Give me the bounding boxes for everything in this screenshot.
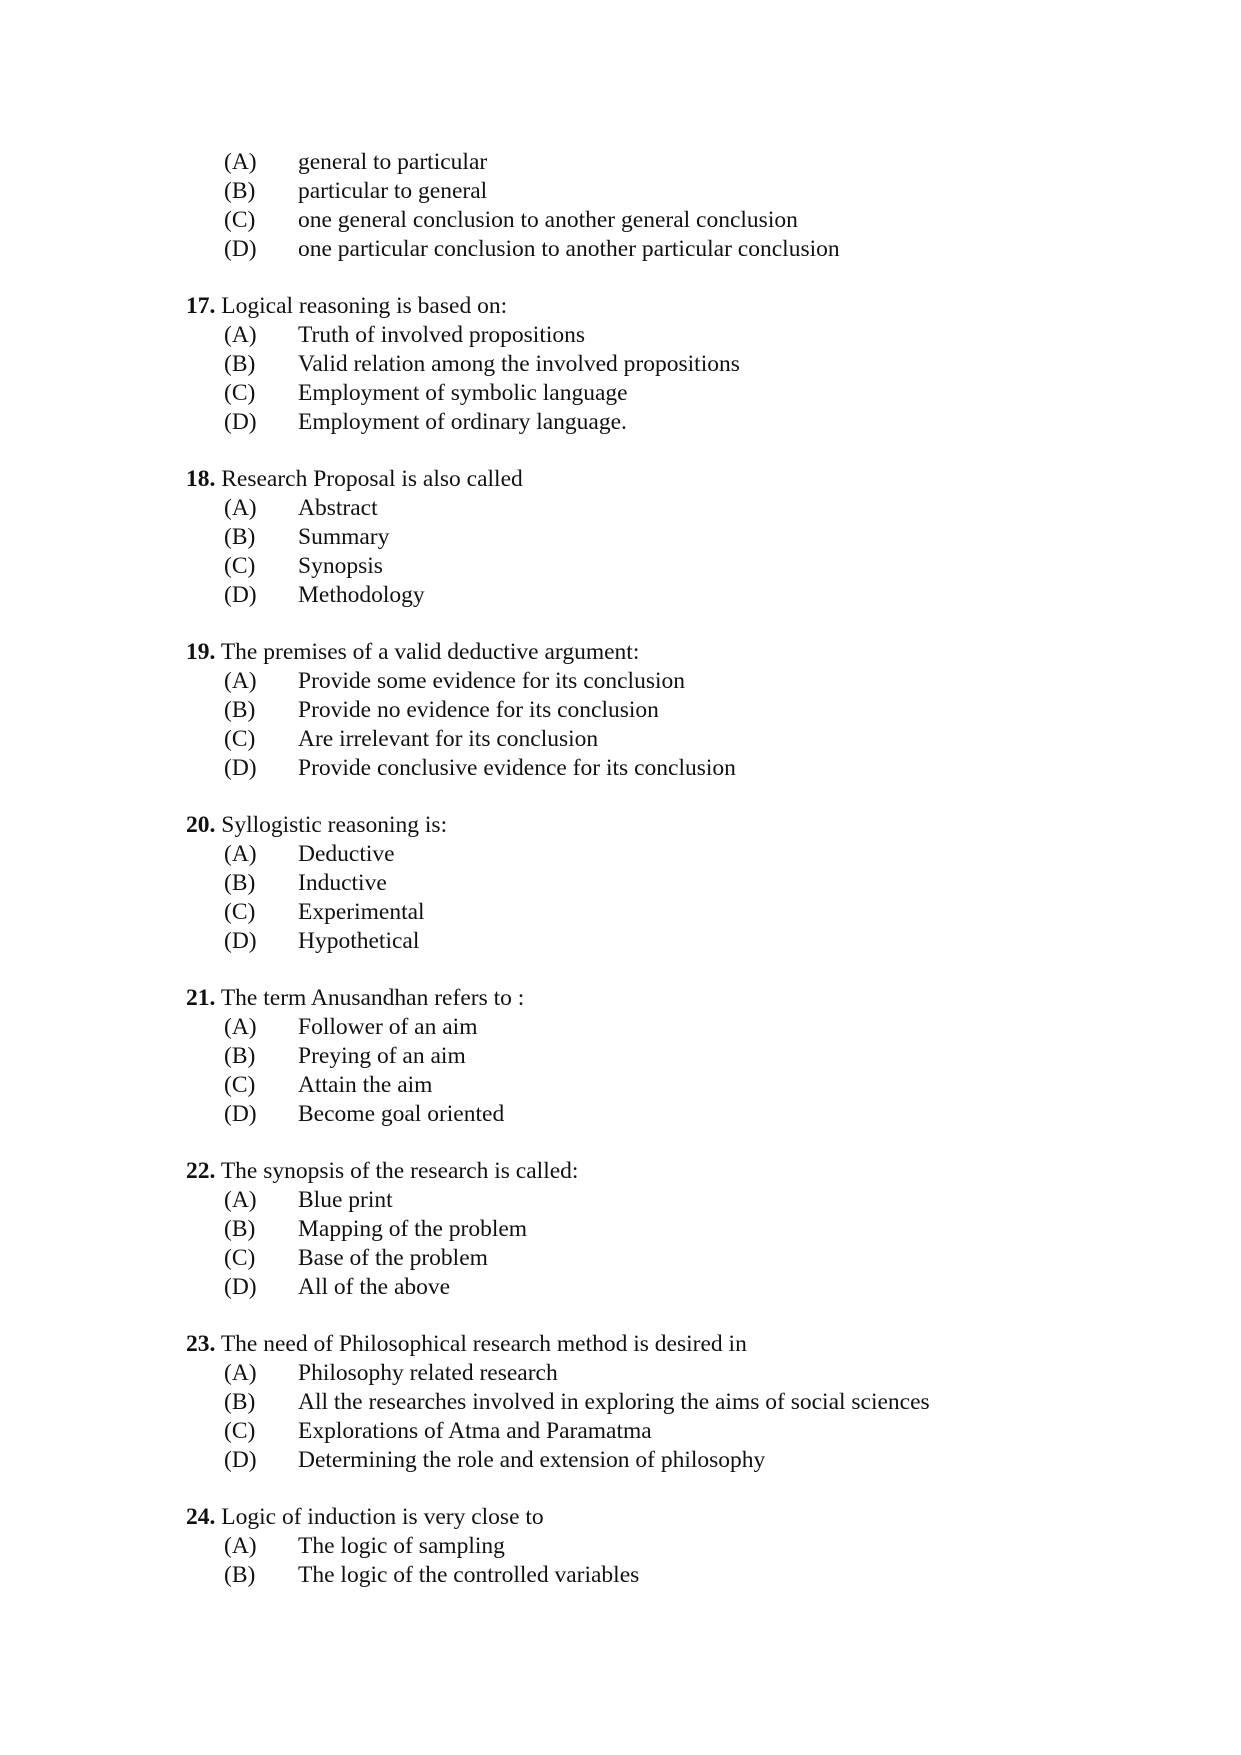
option-letter: (A) [224,1360,257,1386]
option-b [186,177,1186,206]
option-b [186,869,1186,898]
option-b [186,1388,1186,1417]
option-c [186,898,1186,927]
question-number: 24. [186,1504,216,1530]
option-text: Truth of involved propositions [298,322,586,348]
option-letter: (A) [224,1533,257,1559]
option-text: Employment of symbolic language [298,380,628,406]
option-letter: (C) [224,207,256,233]
option-text: Follower of an aim [298,1014,478,1040]
question-19 [186,638,1186,783]
option-c [186,379,1186,408]
option-text: general to particular [298,149,488,175]
option-text: All the researches involved in exploring the aims of social sciences [298,1389,930,1415]
option-c [186,206,1186,235]
option-text: The logic of the controlled variables [298,1562,640,1588]
option-text: Philosophy related research [298,1360,558,1386]
question-18 [186,465,1186,610]
option-letter: (A) [224,322,257,348]
option-letter: (D) [224,1447,257,1473]
option-letter: (C) [224,1245,256,1271]
option-text: one general conclusion to another general conclusion [298,207,798,233]
question-stem [186,1503,1186,1532]
option-text: Mapping of the problem [298,1216,528,1242]
option-a [186,1532,1186,1561]
option-d [186,581,1186,610]
option-b [186,1042,1186,1071]
option-text: All of the above [298,1274,451,1300]
question-number: 20. [186,812,216,838]
option-letter: (B) [224,351,256,377]
option-text: Deductive [298,841,395,867]
question-text: Research Proposal is also called [221,466,523,492]
option-a [186,1186,1186,1215]
question-23 [186,1330,1186,1475]
question-stem [186,1330,1186,1359]
question-number: 23. [186,1331,216,1357]
question-number: 17. [186,293,216,319]
option-text: Blue print [298,1187,393,1213]
question-stem [186,638,1186,667]
option-text: Attain the aim [298,1072,433,1098]
option-letter: (B) [224,870,256,896]
option-c [186,552,1186,581]
option-d [186,754,1186,783]
option-letter: (C) [224,380,256,406]
option-text: Inductive [298,870,387,896]
option-letter: (D) [224,582,257,608]
option-text: Base of the problem [298,1245,488,1271]
option-a [186,1359,1186,1388]
option-letter: (C) [224,1418,256,1444]
option-b [186,350,1186,379]
option-text: The logic of sampling [298,1533,505,1559]
option-text: Explorations of Atma and Paramatma [298,1418,652,1444]
option-text: Are irrelevant for its conclusion [298,726,599,752]
question-number: 22. [186,1158,216,1184]
option-letter: (A) [224,495,257,521]
option-text: Hypothetical [298,928,420,954]
question-number: 18. [186,466,216,492]
question-22 [186,1157,1186,1302]
option-a [186,494,1186,523]
option-letter: (C) [224,899,256,925]
option-text: Abstract [298,495,378,521]
option-c [186,1417,1186,1446]
question-text: The term Anusandhan refers to : [220,985,525,1011]
option-letter: (D) [224,409,257,435]
option-d [186,1273,1186,1302]
question-text: Logical reasoning is based on: [221,293,508,319]
option-a [186,321,1186,350]
option-a [186,1013,1186,1042]
option-text: Employment of ordinary language. [298,409,627,435]
option-letter: (B) [224,1043,256,1069]
option-b [186,523,1186,552]
question-stem [186,984,1186,1013]
option-letter: (B) [224,1389,256,1415]
option-letter: (A) [224,1014,257,1040]
question-number: 21. [186,985,216,1011]
question-stem [186,292,1186,321]
option-text: one particular conclusion to another particular conclusion [298,236,840,262]
question-text: Syllogistic reasoning is: [221,812,448,838]
option-text: Provide some evidence for its conclusion [298,668,686,694]
option-letter: (B) [224,178,256,204]
option-d [186,927,1186,956]
question-21 [186,984,1186,1129]
option-letter: (D) [224,1274,257,1300]
option-d [186,235,1186,264]
question-text: The synopsis of the research is called: [220,1158,579,1184]
question-stem [186,1157,1186,1186]
option-letter: (C) [224,553,256,579]
option-letter: (D) [224,928,257,954]
option-text: Become goal oriented [298,1101,505,1127]
option-text: Valid relation among the involved propositions [298,351,740,377]
option-letter: (A) [224,668,257,694]
option-d [186,1446,1186,1475]
option-d [186,408,1186,437]
option-a [186,148,1186,177]
option-letter: (C) [224,726,256,752]
option-letter: (A) [224,1187,257,1213]
option-letter: (D) [224,755,257,781]
option-letter: (D) [224,1101,257,1127]
option-letter: (B) [224,1562,256,1588]
option-c [186,1071,1186,1100]
question-stem [186,811,1186,840]
question-text: The need of Philosophical research method is desired in [220,1331,747,1357]
option-letter: (A) [224,841,257,867]
option-text: Preying of an aim [298,1043,466,1069]
question-17 [186,292,1186,437]
question-24 [186,1503,1186,1590]
option-c [186,725,1186,754]
option-b [186,1561,1186,1590]
option-a [186,840,1186,869]
option-c [186,1244,1186,1273]
option-letter: (A) [224,149,257,175]
option-text: Experimental [298,899,425,925]
option-d [186,1100,1186,1129]
option-b [186,696,1186,725]
option-letter: (D) [224,236,257,262]
option-letter: (C) [224,1072,256,1098]
option-letter: (B) [224,524,256,550]
option-text: Provide no evidence for its conclusion [298,697,659,723]
option-text: Determining the role and extension of philosophy [298,1447,766,1473]
option-text: Provide conclusive evidence for its conclusion [298,755,736,781]
option-b [186,1215,1186,1244]
question-number: 19. [186,639,216,665]
question-text: Logic of induction is very close to [221,1504,544,1530]
option-text: Methodology [298,582,425,608]
question-text: The premises of a valid deductive argument: [220,639,640,665]
option-text: particular to general [298,178,488,204]
option-a [186,667,1186,696]
option-text: Synopsis [298,553,383,579]
option-text: Summary [298,524,390,550]
question-stem [186,465,1186,494]
question-20 [186,811,1186,956]
question-16-continuation [186,148,1186,264]
option-letter: (B) [224,1216,256,1242]
option-letter: (B) [224,697,256,723]
question-list [186,148,1186,1618]
